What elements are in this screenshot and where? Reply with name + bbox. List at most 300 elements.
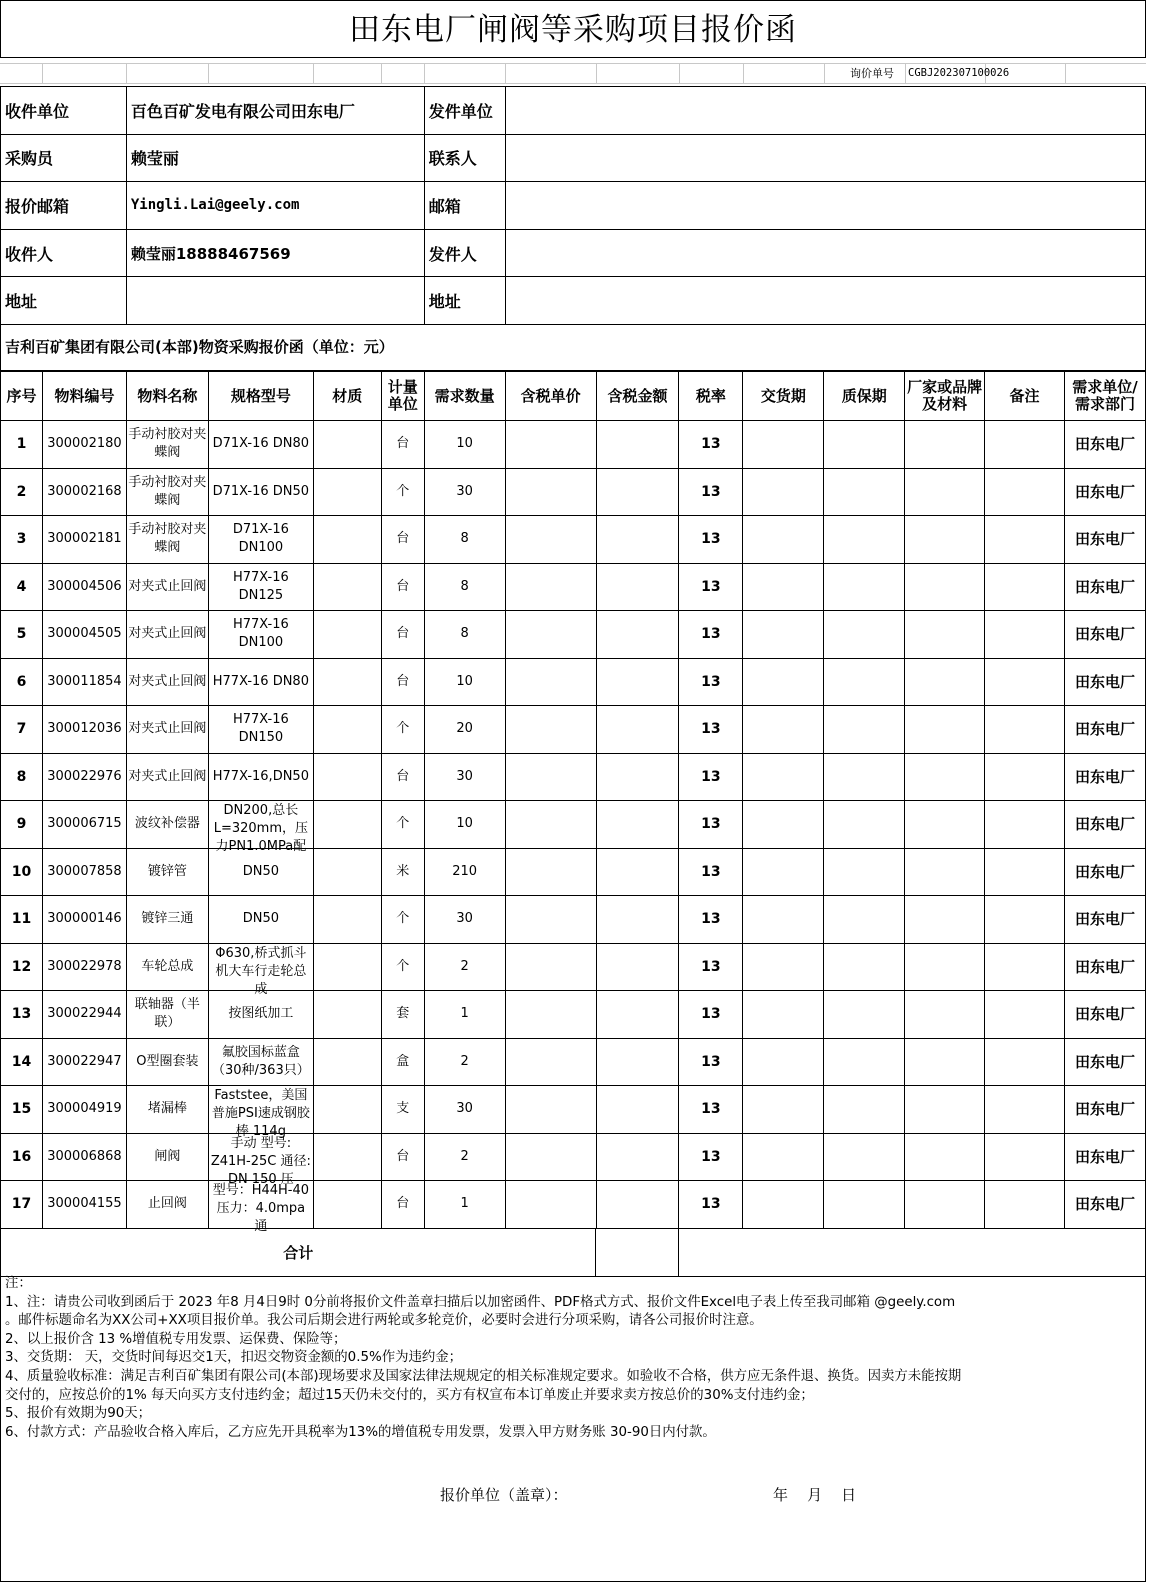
item-qty <box>424 658 505 706</box>
header-cell: 质保期 <box>824 372 905 421</box>
item-unit-text: 台 <box>396 578 410 594</box>
note-line: 1、注：请贵公司收到函后于 2023 年8 月4日9时 0分前将报价文件盖章扫描后以加密函件、PDF格式方式、报价文件Excel电子表上传至我司邮箱 @geely.com <box>5 1294 956 1310</box>
item-spec-text: DN50 <box>242 863 279 879</box>
item-dept <box>1065 1086 1146 1134</box>
item-delivery[interactable] <box>743 991 824 1039</box>
item-tax-rate-text: 13 <box>701 578 721 595</box>
item-code <box>42 1038 126 1086</box>
item-remark[interactable] <box>985 991 1065 1039</box>
item-unit <box>381 991 424 1039</box>
item-seq-text: 3 <box>16 531 27 548</box>
item-name-text: 闸阀 <box>154 1148 181 1164</box>
page-title: 田东电厂闸阀等采购项目报价函 <box>0 0 1146 58</box>
item-amount[interactable] <box>596 516 679 564</box>
item-tax-rate <box>679 848 743 896</box>
item-unit-text: 支 <box>396 1101 410 1117</box>
item-spec-text: D71X-16 DN100 <box>232 522 289 556</box>
item-dept <box>1065 563 1146 611</box>
sender-unit-value[interactable] <box>505 87 1145 135</box>
item-unit-text: 台 <box>396 1148 410 1164</box>
item-qty-text: 30 <box>456 911 473 927</box>
item-code <box>42 468 126 516</box>
info-row-recipient-unit <box>1 87 1146 135</box>
item-qty-text: 30 <box>456 483 473 499</box>
item-remark[interactable] <box>985 611 1065 659</box>
item-brand[interactable] <box>905 991 985 1039</box>
item-dept <box>1065 706 1146 754</box>
item-name <box>126 943 208 991</box>
item-unit-price[interactable] <box>505 516 596 564</box>
info-table <box>0 86 1146 325</box>
item-unit-price[interactable] <box>505 1133 596 1181</box>
item-unit-price[interactable] <box>505 753 596 801</box>
item-unit-price[interactable] <box>505 1038 596 1086</box>
item-spec <box>208 658 313 706</box>
item-delivery[interactable] <box>743 706 824 754</box>
item-remark[interactable] <box>985 1086 1065 1134</box>
item-warranty[interactable] <box>824 1181 905 1229</box>
item-dept-text: 田东电厂 <box>1074 435 1135 454</box>
note-line: 5、报价有效期为90天； <box>5 1406 152 1422</box>
item-spec <box>208 468 313 516</box>
item-name-text: 对夹式止回阀 <box>128 673 207 689</box>
item-material[interactable] <box>313 991 381 1039</box>
item-warranty[interactable] <box>824 801 905 849</box>
item-delivery[interactable] <box>743 611 824 659</box>
item-unit <box>381 421 424 469</box>
item-warranty[interactable] <box>824 516 905 564</box>
contact-value[interactable] <box>505 134 1145 182</box>
item-unit-price[interactable] <box>505 848 596 896</box>
item-qty-text: 2 <box>460 1148 469 1164</box>
item-tax-rate-text: 13 <box>701 958 721 975</box>
item-code <box>42 848 126 896</box>
item-name <box>126 516 208 564</box>
item-unit-price[interactable] <box>505 801 596 849</box>
table-row <box>1 1181 1146 1229</box>
item-unit-price[interactable] <box>505 563 596 611</box>
table-row <box>1 516 1146 564</box>
item-unit-price[interactable] <box>505 421 596 469</box>
item-amount[interactable] <box>596 1181 679 1229</box>
total-label: 合计 <box>1 1229 596 1277</box>
item-amount[interactable] <box>596 611 679 659</box>
item-material[interactable] <box>313 943 381 991</box>
item-brand[interactable] <box>905 468 985 516</box>
item-code <box>42 943 126 991</box>
item-tax-rate-text: 13 <box>701 626 721 643</box>
item-seq <box>1 421 43 469</box>
item-delivery[interactable] <box>743 563 824 611</box>
item-tax-rate-text: 13 <box>701 436 721 453</box>
item-delivery[interactable] <box>743 1133 824 1181</box>
item-dept <box>1065 896 1146 944</box>
item-material[interactable] <box>313 753 381 801</box>
header-cell: 交货期 <box>743 372 824 421</box>
item-seq-text: 9 <box>16 816 27 833</box>
header-cell: 计量单位 <box>381 372 424 421</box>
item-warranty[interactable] <box>824 421 905 469</box>
item-tax-rate <box>679 943 743 991</box>
item-amount[interactable] <box>596 658 679 706</box>
item-delivery[interactable] <box>743 753 824 801</box>
sender-value[interactable] <box>505 229 1145 277</box>
notes-block <box>0 1275 1146 1582</box>
note-line: 。邮件标题命名为XX公司+XX项目报价单。我公司后期会进行两轮或多轮竞价，必要时会进行分项采购，请各公司报价时注意。 <box>5 1313 763 1329</box>
item-spec <box>208 563 313 611</box>
item-brand[interactable] <box>905 563 985 611</box>
item-seq <box>1 753 43 801</box>
item-unit <box>381 563 424 611</box>
item-seq <box>1 848 43 896</box>
item-tax-rate <box>679 801 743 849</box>
item-dept-text: 田东电厂 <box>1074 767 1135 786</box>
item-delivery[interactable] <box>743 658 824 706</box>
item-remark[interactable] <box>985 516 1065 564</box>
item-unit-text: 台 <box>396 1196 410 1212</box>
item-material[interactable] <box>313 516 381 564</box>
item-qty <box>424 943 505 991</box>
item-seq-text: 7 <box>16 721 27 738</box>
info-row-address <box>1 277 1146 325</box>
item-brand[interactable] <box>905 848 985 896</box>
item-warranty[interactable] <box>824 611 905 659</box>
item-brand[interactable] <box>905 896 985 944</box>
item-unit <box>381 943 424 991</box>
item-remark[interactable] <box>985 896 1065 944</box>
item-dept-text: 田东电厂 <box>1074 910 1135 929</box>
item-material[interactable] <box>313 421 381 469</box>
item-code <box>42 706 126 754</box>
header-cell: 备注 <box>985 372 1065 421</box>
item-remark[interactable] <box>985 563 1065 611</box>
item-seq <box>1 991 43 1039</box>
item-code-text: 300022944 <box>47 1006 122 1022</box>
item-name <box>126 801 208 849</box>
item-code <box>42 1181 126 1229</box>
item-unit <box>381 1181 424 1229</box>
item-amount[interactable] <box>596 753 679 801</box>
item-warranty[interactable] <box>824 468 905 516</box>
item-remark[interactable] <box>985 658 1065 706</box>
item-dept <box>1065 658 1146 706</box>
item-amount[interactable] <box>596 1038 679 1086</box>
item-qty <box>424 611 505 659</box>
item-warranty[interactable] <box>824 1038 905 1086</box>
item-code-text: 300004505 <box>47 626 122 642</box>
table-row <box>1 611 1146 659</box>
item-spec-text: 按图纸加工 <box>228 1006 294 1022</box>
email-value[interactable] <box>505 182 1145 230</box>
info-row-email <box>1 182 1146 230</box>
item-material[interactable] <box>313 848 381 896</box>
item-dept <box>1065 516 1146 564</box>
item-tax-rate <box>679 468 743 516</box>
item-seq <box>1 611 43 659</box>
item-brand[interactable] <box>905 801 985 849</box>
item-dept-text: 田东电厂 <box>1074 625 1135 644</box>
item-tax-rate-text: 13 <box>701 816 721 833</box>
item-amount[interactable] <box>596 1086 679 1134</box>
item-code <box>42 1086 126 1134</box>
item-remark[interactable] <box>985 753 1065 801</box>
item-unit-price[interactable] <box>505 468 596 516</box>
item-seq <box>1 943 43 991</box>
note-line: 4、质量验收标准：满足吉利百矿集团有限公司(本部)现场要求及国家法律法规规定的相关标准规定要求。如验收不合格，供方应无条件退、换货。因卖方未能按期 <box>5 1368 962 1384</box>
item-spec <box>208 1133 313 1187</box>
header-cell: 含税单价 <box>505 372 596 421</box>
item-spec-text: 手动 型号: Z41H-25C 通径: DN 150 压 <box>210 1135 311 1187</box>
item-remark[interactable] <box>985 848 1065 896</box>
item-unit <box>381 611 424 659</box>
item-seq <box>1 896 43 944</box>
item-seq <box>1 1181 43 1229</box>
total-amount[interactable] <box>596 1229 679 1277</box>
item-dept-text: 田东电厂 <box>1074 1195 1135 1214</box>
item-unit-text: 台 <box>396 531 410 547</box>
item-name <box>126 468 208 516</box>
item-spec <box>208 516 313 564</box>
item-dept-text: 田东电厂 <box>1074 1005 1135 1024</box>
item-warranty[interactable] <box>824 658 905 706</box>
item-qty <box>424 468 505 516</box>
item-amount[interactable] <box>596 563 679 611</box>
item-spec-text: H77X-16 DN80 <box>212 673 309 689</box>
item-code-text: 300012036 <box>47 721 122 737</box>
item-delivery[interactable] <box>743 1038 824 1086</box>
item-warranty[interactable] <box>824 753 905 801</box>
item-remark[interactable] <box>985 706 1065 754</box>
item-brand[interactable] <box>905 706 985 754</box>
item-delivery[interactable] <box>743 468 824 516</box>
item-brand[interactable] <box>905 1133 985 1181</box>
item-amount[interactable] <box>596 896 679 944</box>
item-seq-text: 1 <box>16 436 27 453</box>
item-code-text: 300022978 <box>47 958 122 974</box>
item-name-text: 镀锌三通 <box>141 911 194 927</box>
item-amount[interactable] <box>596 1133 679 1181</box>
item-amount[interactable] <box>596 991 679 1039</box>
item-seq-text: 11 <box>11 911 32 928</box>
item-spec-text: D71X-16 DN50 <box>212 483 310 499</box>
item-seq-text: 15 <box>11 1101 32 1118</box>
item-material[interactable] <box>313 1133 381 1181</box>
item-qty-text: 8 <box>460 531 469 547</box>
sender-address-value[interactable] <box>505 277 1145 325</box>
table-row <box>1 658 1146 706</box>
item-brand[interactable] <box>905 753 985 801</box>
item-brand[interactable] <box>905 1038 985 1086</box>
item-delivery[interactable] <box>743 1086 824 1134</box>
item-amount[interactable] <box>596 801 679 849</box>
item-unit-price[interactable] <box>505 706 596 754</box>
item-material[interactable] <box>313 1038 381 1086</box>
item-tax-rate <box>679 611 743 659</box>
item-qty-text: 30 <box>456 1101 473 1117</box>
item-dept <box>1065 1181 1146 1229</box>
table-row <box>1 896 1146 944</box>
item-name <box>126 753 208 801</box>
item-unit-text: 台 <box>396 436 410 452</box>
item-remark[interactable] <box>985 421 1065 469</box>
item-unit-price[interactable] <box>505 1086 596 1134</box>
item-tax-rate-text: 13 <box>701 768 721 785</box>
item-code-text: 300022947 <box>47 1053 122 1069</box>
header-cell: 材质 <box>313 372 381 421</box>
info-label: 地址 <box>1 277 127 325</box>
item-dept-text: 田东电厂 <box>1074 815 1135 834</box>
item-delivery[interactable] <box>743 943 824 991</box>
item-amount[interactable] <box>596 468 679 516</box>
item-qty <box>424 753 505 801</box>
item-name-text: 波纹补偿器 <box>134 816 200 832</box>
item-name-text: 车轮总成 <box>141 958 194 974</box>
item-delivery[interactable] <box>743 516 824 564</box>
item-name-text: 手动衬胶对夹蝶阀 <box>128 427 207 461</box>
item-warranty[interactable] <box>824 991 905 1039</box>
item-name <box>126 611 208 659</box>
item-remark[interactable] <box>985 943 1065 991</box>
item-qty-text: 2 <box>460 1053 469 1069</box>
item-unit-price[interactable] <box>505 896 596 944</box>
item-amount[interactable] <box>596 848 679 896</box>
item-material[interactable] <box>313 611 381 659</box>
item-material[interactable] <box>313 706 381 754</box>
item-tax-rate-text: 13 <box>701 911 721 928</box>
item-delivery[interactable] <box>743 421 824 469</box>
header-row <box>1 372 1146 421</box>
item-unit-price[interactable] <box>505 1181 596 1229</box>
item-dept <box>1065 1133 1146 1181</box>
item-warranty[interactable] <box>824 1086 905 1134</box>
item-warranty[interactable] <box>824 896 905 944</box>
item-remark[interactable] <box>985 1181 1065 1229</box>
item-material[interactable] <box>313 658 381 706</box>
item-warranty[interactable] <box>824 706 905 754</box>
item-tax-rate <box>679 896 743 944</box>
header-cell: 序号 <box>1 372 43 421</box>
item-code-text: 300006868 <box>47 1148 122 1164</box>
item-tax-rate <box>679 1038 743 1086</box>
item-seq <box>1 801 43 849</box>
item-code <box>42 896 126 944</box>
info-label: 地址 <box>424 277 505 325</box>
section-title: 吉利百矿集团有限公司(本部)物资采购报价函（单位：元） <box>0 323 1146 371</box>
item-qty-text: 10 <box>456 673 473 689</box>
item-remark[interactable] <box>985 468 1065 516</box>
item-brand[interactable] <box>905 943 985 991</box>
item-code-text: 300000146 <box>47 911 122 927</box>
item-material[interactable] <box>313 1086 381 1134</box>
item-seq <box>1 706 43 754</box>
item-qty-text: 10 <box>456 436 473 452</box>
table-row <box>1 943 1146 991</box>
item-unit-price[interactable] <box>505 991 596 1039</box>
item-qty <box>424 1086 505 1134</box>
item-tax-rate-text: 13 <box>701 1196 721 1213</box>
item-brand[interactable] <box>905 1086 985 1134</box>
item-amount[interactable] <box>596 421 679 469</box>
item-warranty[interactable] <box>824 563 905 611</box>
item-remark[interactable] <box>985 1038 1065 1086</box>
item-code <box>42 421 126 469</box>
item-unit-price[interactable] <box>505 611 596 659</box>
item-warranty[interactable] <box>824 943 905 991</box>
item-amount[interactable] <box>596 706 679 754</box>
item-dept <box>1065 1038 1146 1086</box>
table-row <box>1 753 1146 801</box>
header-cell: 物料编号 <box>42 372 126 421</box>
item-code-text: 300002180 <box>47 436 122 452</box>
item-brand[interactable] <box>905 516 985 564</box>
item-name <box>126 991 208 1039</box>
item-remark[interactable] <box>985 801 1065 849</box>
item-material[interactable] <box>313 563 381 611</box>
table-row <box>1 1038 1146 1086</box>
recipient-value: 赖莹丽18888467569 <box>126 229 424 277</box>
item-qty <box>424 1133 505 1181</box>
item-name <box>126 421 208 469</box>
header-cell: 物料名称 <box>126 372 208 421</box>
item-code-text: 300004919 <box>47 1101 122 1117</box>
item-tax-rate <box>679 1181 743 1229</box>
item-amount[interactable] <box>596 943 679 991</box>
item-unit-text: 套 <box>396 1006 410 1022</box>
info-label: 报价邮箱 <box>1 182 127 230</box>
item-brand[interactable] <box>905 658 985 706</box>
item-name <box>126 1133 208 1181</box>
item-dept-text: 田东电厂 <box>1074 530 1135 549</box>
item-remark[interactable] <box>985 1133 1065 1181</box>
item-delivery[interactable] <box>743 801 824 849</box>
item-name-text: 止回阀 <box>147 1196 187 1212</box>
item-delivery[interactable] <box>743 896 824 944</box>
item-seq-text: 16 <box>11 1148 32 1165</box>
total-table <box>0 1228 1146 1277</box>
info-row-buyer <box>1 134 1146 182</box>
item-unit-price[interactable] <box>505 658 596 706</box>
item-dept-text: 田东电厂 <box>1074 720 1135 739</box>
inquiry-number: CGBJ202307100026 <box>908 67 1010 79</box>
item-warranty[interactable] <box>824 1133 905 1181</box>
item-material[interactable] <box>313 801 381 849</box>
item-brand[interactable] <box>905 1181 985 1229</box>
item-spec-text: 氟胶国标蓝盒（30种/363只） <box>211 1044 310 1078</box>
inquiry-label: 询价单号 <box>850 67 894 80</box>
item-delivery[interactable] <box>743 848 824 896</box>
item-unit-price[interactable] <box>505 943 596 991</box>
item-qty-text: 1 <box>460 1006 469 1022</box>
item-brand[interactable] <box>905 611 985 659</box>
item-delivery[interactable] <box>743 1181 824 1229</box>
item-unit-text: 盒 <box>396 1053 410 1069</box>
item-brand[interactable] <box>905 421 985 469</box>
item-warranty[interactable] <box>824 848 905 896</box>
item-material[interactable] <box>313 1181 381 1229</box>
item-dept <box>1065 753 1146 801</box>
item-unit <box>381 516 424 564</box>
item-material[interactable] <box>313 896 381 944</box>
items-table <box>0 371 1146 1235</box>
item-seq <box>1 1133 43 1181</box>
item-material[interactable] <box>313 468 381 516</box>
item-tax-rate-text: 13 <box>701 863 721 880</box>
item-tax-rate-text: 13 <box>701 673 721 690</box>
item-unit-text: 米 <box>396 863 410 879</box>
header-cell: 规格型号 <box>208 372 313 421</box>
item-dept <box>1065 848 1146 896</box>
table-row <box>1 991 1146 1039</box>
